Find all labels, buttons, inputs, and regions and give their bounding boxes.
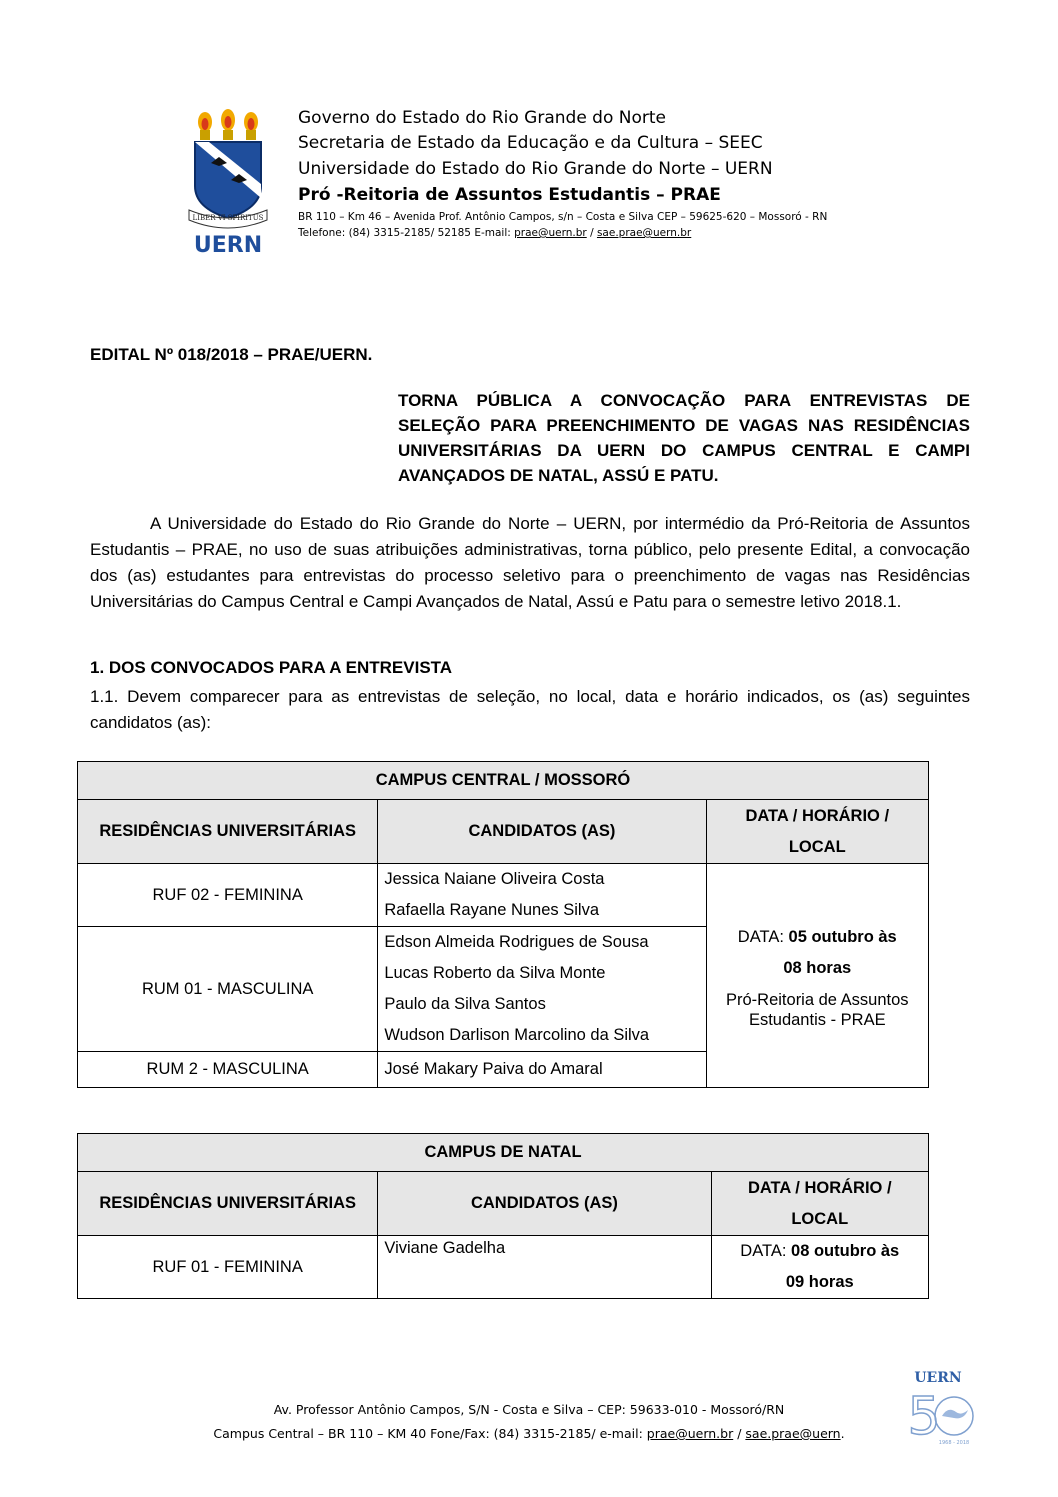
residence-cell: RUM 2 - MASCULINA	[78, 1052, 378, 1088]
svg-text:UERN: UERN	[193, 233, 263, 256]
uern-logo	[183, 108, 273, 256]
table-title: CAMPUS CENTRAL / MOSSORÓ	[78, 762, 929, 800]
intro-paragraph	[90, 511, 970, 615]
anniversary-seal	[898, 1368, 978, 1450]
candidate-name: Lucas Roberto da Silva Monte	[384, 964, 606, 982]
header-email-link[interactable]: prae@uern.br	[514, 227, 587, 239]
column-header-residences: RESIDÊNCIAS UNIVERSITÁRIAS	[78, 1172, 378, 1236]
candidate-name: Wudson Darlison Marcolino da Silva	[384, 1026, 650, 1044]
edital-subject: TORNA PÚBLICA A CONVOCAÇÃO PARA ENTREVISTAS DE SELEÇÃO PARA PREENCHIMENTO DE VAGAS NAS RESIDÊNCIAS UNIVERSITÁRIAS DA UERN DO CAMPUS CENTRAL E CAMPI AVANÇADOS DE NATAL, ASSÚ E PATU.	[398, 391, 970, 485]
residence-cell: RUF 02 - FEMININA	[78, 864, 378, 927]
footer-email-link[interactable]: prae@uern.br	[646, 1426, 734, 1441]
footer-contact-text: Campus Central – BR 110 – KM 40 Fone/Fax: (84) 3315-2185/ e-mail:	[213, 1426, 647, 1441]
column-header-candidates: CANDIDATOS (AS)	[378, 800, 706, 864]
candidates-cell	[378, 1052, 706, 1088]
candidate-name: Paulo da Silva Santos	[384, 995, 546, 1013]
svg-text:1968 - 2018: 1968 - 2018	[938, 1440, 970, 1446]
column-header-schedule-line2: LOCAL	[791, 1209, 849, 1228]
section-title: 1. DOS CONVOCADOS PARA A ENTREVISTA	[90, 658, 453, 677]
candidates-cell	[378, 864, 706, 927]
date-value: 05 outubro às	[788, 927, 897, 946]
column-header-schedule	[711, 1172, 928, 1236]
svg-text:LIBER VI SPIRITUS: LIBER VI SPIRITUS	[192, 214, 264, 222]
column-header-schedule-line1: DATA / HORÁRIO /	[745, 806, 890, 825]
header-line-secretariat: Secretaria de Estado da Educação e da Cultura – SEEC	[298, 133, 763, 153]
schedule-cell	[706, 864, 928, 1088]
column-header-schedule-line1: DATA / HORÁRIO /	[747, 1178, 892, 1197]
dove-icon	[942, 1410, 968, 1419]
schedule-location: Pró-Reitoria de Assuntos Estudantis - PRAE	[726, 990, 909, 1029]
svg-text:5: 5	[907, 1387, 941, 1447]
candidate-name: Viviane Gadelha	[384, 1239, 506, 1257]
column-header-residences: RESIDÊNCIAS UNIVERSITÁRIAS	[78, 800, 378, 864]
header-email-link-2[interactable]: sae.prae@uern.br	[596, 227, 692, 239]
table-campus-natal	[77, 1133, 929, 1299]
date-label: DATA:	[740, 1242, 792, 1260]
schedule-cell	[711, 1236, 928, 1299]
table-campus-central	[77, 761, 929, 1088]
time-value: 08 horas	[783, 958, 852, 977]
column-header-candidates: CANDIDATOS (AS)	[378, 1172, 711, 1236]
intro-text: A Universidade do Estado do Rio Grande do Norte – UERN, por intermédio da Pró-Reitoria de Assuntos Estudantis – PRAE, no uso de suas atribuições administrativas, torna público, pelo presente Edital, a convocação dos (as) estudantes para entrevistas do processo seletivo para o preenchimento de vagas nas Residências Universitárias do Campus Central e Campi Avançados de Natal, Assú e Patu para o semestre letivo 2018.1.	[90, 514, 970, 611]
header-email-separator: /	[586, 227, 597, 239]
footer-email-separator: /	[733, 1426, 746, 1441]
candidate-name: Edson Almeida Rodrigues de Sousa	[384, 933, 649, 951]
candidate-name: Rafaella Rayane Nunes Silva	[384, 901, 599, 919]
header-phone: Telefone: (84) 3315-2185/ 52185 E-mail:	[298, 227, 515, 239]
header-address: BR 110 – Km 46 – Avenida Prof. Antônio Campos, s/n – Costa e Silva CEP – 59625-620 – Mossoró - RN	[298, 211, 828, 223]
candidate-name: Jessica Naiane Oliveira Costa	[384, 870, 605, 888]
torch-icon	[198, 109, 258, 140]
svg-text:UERN: UERN	[914, 1370, 962, 1386]
date-value: 08 outubro às	[791, 1242, 900, 1260]
header-line-prae: Pró -Reitoria de Assuntos Estudantis – PRAE	[298, 185, 721, 205]
header-contact	[298, 226, 691, 240]
header-line-government: Governo do Estado do Rio Grande do Norte	[298, 108, 667, 128]
candidate-name: José Makary Paiva do Amaral	[384, 1060, 603, 1078]
schedule-time	[712, 1267, 928, 1298]
time-value: 09 horas	[785, 1273, 854, 1291]
candidates-cell	[378, 927, 706, 1052]
candidates-cell	[378, 1236, 711, 1299]
column-header-schedule	[706, 800, 928, 864]
schedule-time	[707, 953, 928, 984]
schedule-date	[707, 922, 928, 953]
footer-email-link-2[interactable]: sae.prae@uern	[745, 1426, 841, 1441]
table-title: CAMPUS DE NATAL	[78, 1134, 929, 1172]
section-text: 1.1. Devem comparecer para as entrevistas de seleção, no local, data e horário indicados, os (as) seguintes candidatos (as):	[90, 687, 970, 732]
residence-cell: RUF 01 - FEMININA	[78, 1236, 378, 1299]
footer-end: .	[840, 1426, 845, 1441]
residence-cell: RUM 01 - MASCULINA	[78, 927, 378, 1052]
date-label: DATA:	[737, 927, 789, 946]
edital-title: EDITAL Nº 018/2018 – PRAE/UERN.	[90, 345, 373, 364]
footer-address: Av. Professor Antônio Campos, S/N - Costa e Silva – CEP: 59633-010 - Mossoró/RN	[273, 1402, 785, 1417]
schedule-date	[712, 1236, 928, 1267]
column-header-schedule-line2: LOCAL	[788, 837, 846, 856]
header-line-university: Universidade do Estado do Rio Grande do Norte – UERN	[298, 159, 773, 179]
